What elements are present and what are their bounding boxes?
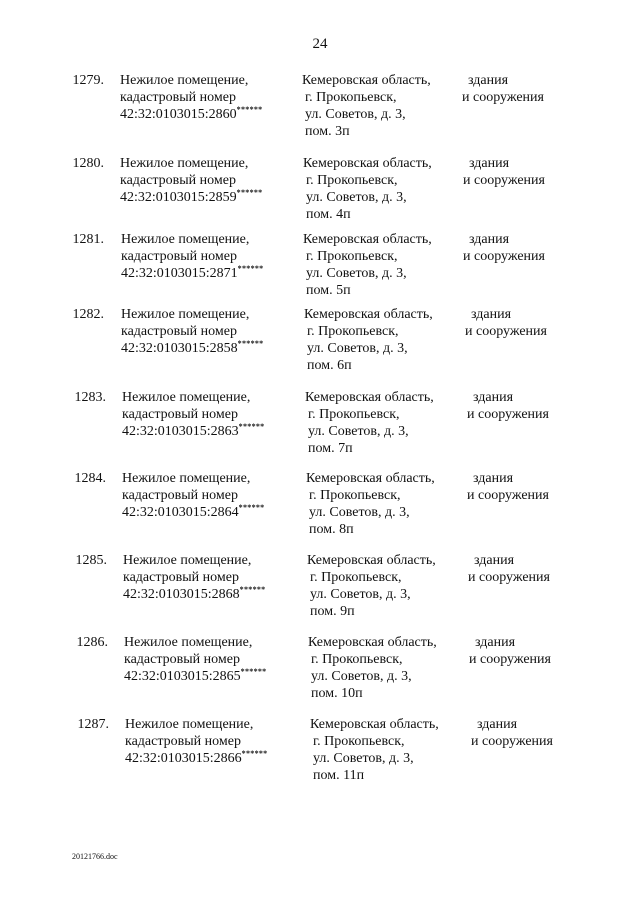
addr-line: г. Прокопьевск, [310, 570, 402, 585]
addr-line: ул. Советов, д. 3, [307, 341, 408, 356]
page-number: 24 [312, 36, 328, 52]
entry-description [122, 470, 264, 521]
addr-line: Кемеровская область, [306, 471, 435, 486]
footnote-stars: ****** [236, 188, 263, 197]
footnote-stars: ****** [238, 503, 265, 512]
addr-line: пом. 6п [307, 358, 352, 373]
entry-category [467, 389, 549, 423]
cat-line: здания [468, 73, 509, 88]
list-item [0, 306, 640, 376]
entry-description [125, 716, 267, 767]
entry-number: 1279. [72, 73, 104, 88]
desc-line: кадастровый номер [121, 249, 237, 264]
footnote-stars: ****** [236, 105, 263, 114]
addr-line: Кемеровская область, [307, 553, 436, 568]
addr-line: пом. 11п [313, 768, 365, 783]
addr-line: пом. 3п [305, 124, 350, 139]
addr-line: ул. Советов, д. 3, [305, 107, 406, 122]
cat-line: здания [469, 232, 510, 247]
entry-address [306, 470, 435, 538]
list-item [0, 634, 640, 704]
entry-number: 1282. [72, 307, 104, 322]
cat-line: и сооружения [468, 570, 550, 585]
cat-line: и сооружения [467, 488, 549, 503]
list-item [0, 72, 640, 142]
footnote-stars: ****** [237, 264, 264, 273]
cat-line: здания [473, 390, 514, 405]
cadastral-number [122, 504, 264, 521]
desc-line: Нежилое помещение, [124, 635, 253, 650]
cat-line: и сооружения [465, 324, 547, 339]
entry-address [303, 155, 432, 223]
cadastral-number [123, 586, 265, 603]
cadastral-number [124, 668, 266, 685]
desc-line: Нежилое помещение, [121, 232, 250, 247]
entry-category [462, 72, 544, 106]
desc-line: кадастровый номер [120, 173, 236, 188]
desc-line: Нежилое помещение, [121, 307, 250, 322]
entry-number: 1284. [74, 471, 106, 486]
addr-line: г. Прокопьевск, [306, 173, 398, 188]
footnote-stars: ****** [241, 749, 268, 758]
addr-line: г. Прокопьевск, [313, 734, 405, 749]
cadastral-number [122, 423, 264, 440]
addr-line: г. Прокопьевск, [311, 652, 403, 667]
footnote-stars: ****** [239, 585, 266, 594]
addr-line: пом. 7п [308, 441, 353, 456]
entry-description [122, 389, 264, 440]
addr-line: ул. Советов, д. 3, [306, 266, 407, 281]
desc-line: Нежилое помещение, [122, 390, 251, 405]
entry-number: 1280. [72, 156, 104, 171]
entry-number: 1283. [74, 390, 106, 405]
addr-line: г. Прокопьевск, [309, 488, 401, 503]
entry-address [305, 389, 434, 457]
desc-line: кадастровый номер [122, 488, 238, 503]
addr-line: пом. 8п [309, 522, 354, 537]
addr-line: пом. 10п [311, 686, 363, 701]
entry-category [467, 470, 549, 504]
addr-line: г. Прокопьевск, [308, 407, 400, 422]
cadastral-number [125, 750, 267, 767]
entry-description [124, 634, 266, 685]
entry-address [310, 716, 439, 784]
cat-line: здания [477, 717, 518, 732]
entry-category [463, 155, 545, 189]
footnote-stars: ****** [237, 339, 264, 348]
cat-line: и сооружения [469, 652, 551, 667]
cadastral-value: 42:32:0103015:2871 [121, 266, 238, 281]
entry-category [468, 552, 550, 586]
cadastral-value: 42:32:0103015:2868 [123, 587, 240, 602]
addr-line: Кемеровская область, [304, 307, 433, 322]
desc-line: кадастровый номер [120, 90, 236, 105]
list-item [0, 716, 640, 786]
cat-line: и сооружения [467, 407, 549, 422]
list-item [0, 470, 640, 540]
addr-line: Кемеровская область, [305, 390, 434, 405]
desc-line: Нежилое помещение, [123, 553, 252, 568]
entry-number: 1286. [76, 635, 108, 650]
entry-address [308, 634, 437, 702]
addr-line: Кемеровская область, [303, 232, 432, 247]
cadastral-value: 42:32:0103015:2866 [125, 751, 242, 766]
entry-description [121, 306, 263, 357]
addr-line: ул. Советов, д. 3, [310, 587, 411, 602]
footer-filename: 20121766.doc [72, 852, 118, 861]
addr-line: пом. 5п [306, 283, 351, 298]
entry-address [303, 231, 432, 299]
desc-line: кадастровый номер [123, 570, 239, 585]
list-item [0, 552, 640, 622]
cadastral-number [120, 106, 262, 123]
cat-line: здания [473, 471, 514, 486]
addr-line: ул. Советов, д. 3, [311, 669, 412, 684]
entry-category [465, 306, 547, 340]
cadastral-value: 42:32:0103015:2859 [120, 190, 237, 205]
cadastral-value: 42:32:0103015:2865 [124, 669, 241, 684]
cat-line: и сооружения [471, 734, 553, 749]
entry-description [123, 552, 265, 603]
addr-line: г. Прокопьевск, [305, 90, 397, 105]
entry-address [304, 306, 433, 374]
desc-line: кадастровый номер [124, 652, 240, 667]
entry-number: 1281. [72, 232, 104, 247]
desc-line: кадастровый номер [122, 407, 238, 422]
entry-category [469, 634, 551, 668]
entry-number: 1287. [77, 717, 109, 732]
addr-line: ул. Советов, д. 3, [306, 190, 407, 205]
desc-line: Нежилое помещение, [120, 73, 249, 88]
addr-line: ул. Советов, д. 3, [308, 424, 409, 439]
cat-line: здания [474, 553, 515, 568]
addr-line: Кемеровская область, [310, 717, 439, 732]
cat-line: здания [469, 156, 510, 171]
entry-number: 1285. [75, 553, 107, 568]
desc-line: Нежилое помещение, [120, 156, 249, 171]
footnote-stars: ****** [238, 422, 265, 431]
desc-line: кадастровый номер [121, 324, 237, 339]
cadastral-number [121, 340, 263, 357]
list-item [0, 389, 640, 459]
entry-address [307, 552, 436, 620]
addr-line: Кемеровская область, [302, 73, 431, 88]
cadastral-value: 42:32:0103015:2860 [120, 107, 237, 122]
cadastral-value: 42:32:0103015:2864 [122, 505, 239, 520]
entry-description [120, 155, 262, 206]
addr-line: Кемеровская область, [303, 156, 432, 171]
addr-line: г. Прокопьевск, [307, 324, 399, 339]
desc-line: Нежилое помещение, [125, 717, 254, 732]
addr-line: пом. 4п [306, 207, 351, 222]
addr-line: ул. Советов, д. 3, [313, 751, 414, 766]
addr-line: Кемеровская область, [308, 635, 437, 650]
cat-line: здания [471, 307, 512, 322]
addr-line: ул. Советов, д. 3, [309, 505, 410, 520]
entry-address [302, 72, 431, 140]
desc-line: Нежилое помещение, [122, 471, 251, 486]
desc-line: кадастровый номер [125, 734, 241, 749]
cat-line: и сооружения [463, 249, 545, 264]
addr-line: г. Прокопьевск, [306, 249, 398, 264]
entry-description [120, 72, 262, 123]
list-item [0, 155, 640, 225]
footnote-stars: ****** [240, 667, 267, 676]
cat-line: здания [475, 635, 516, 650]
cadastral-number [121, 265, 263, 282]
addr-line: пом. 9п [310, 604, 355, 619]
cat-line: и сооружения [463, 173, 545, 188]
list-item [0, 231, 640, 301]
cadastral-value: 42:32:0103015:2863 [122, 424, 239, 439]
entry-category [463, 231, 545, 265]
entry-description [121, 231, 263, 282]
cadastral-value: 42:32:0103015:2858 [121, 341, 238, 356]
cat-line: и сооружения [462, 90, 544, 105]
entry-category [471, 716, 553, 750]
cadastral-number [120, 189, 262, 206]
